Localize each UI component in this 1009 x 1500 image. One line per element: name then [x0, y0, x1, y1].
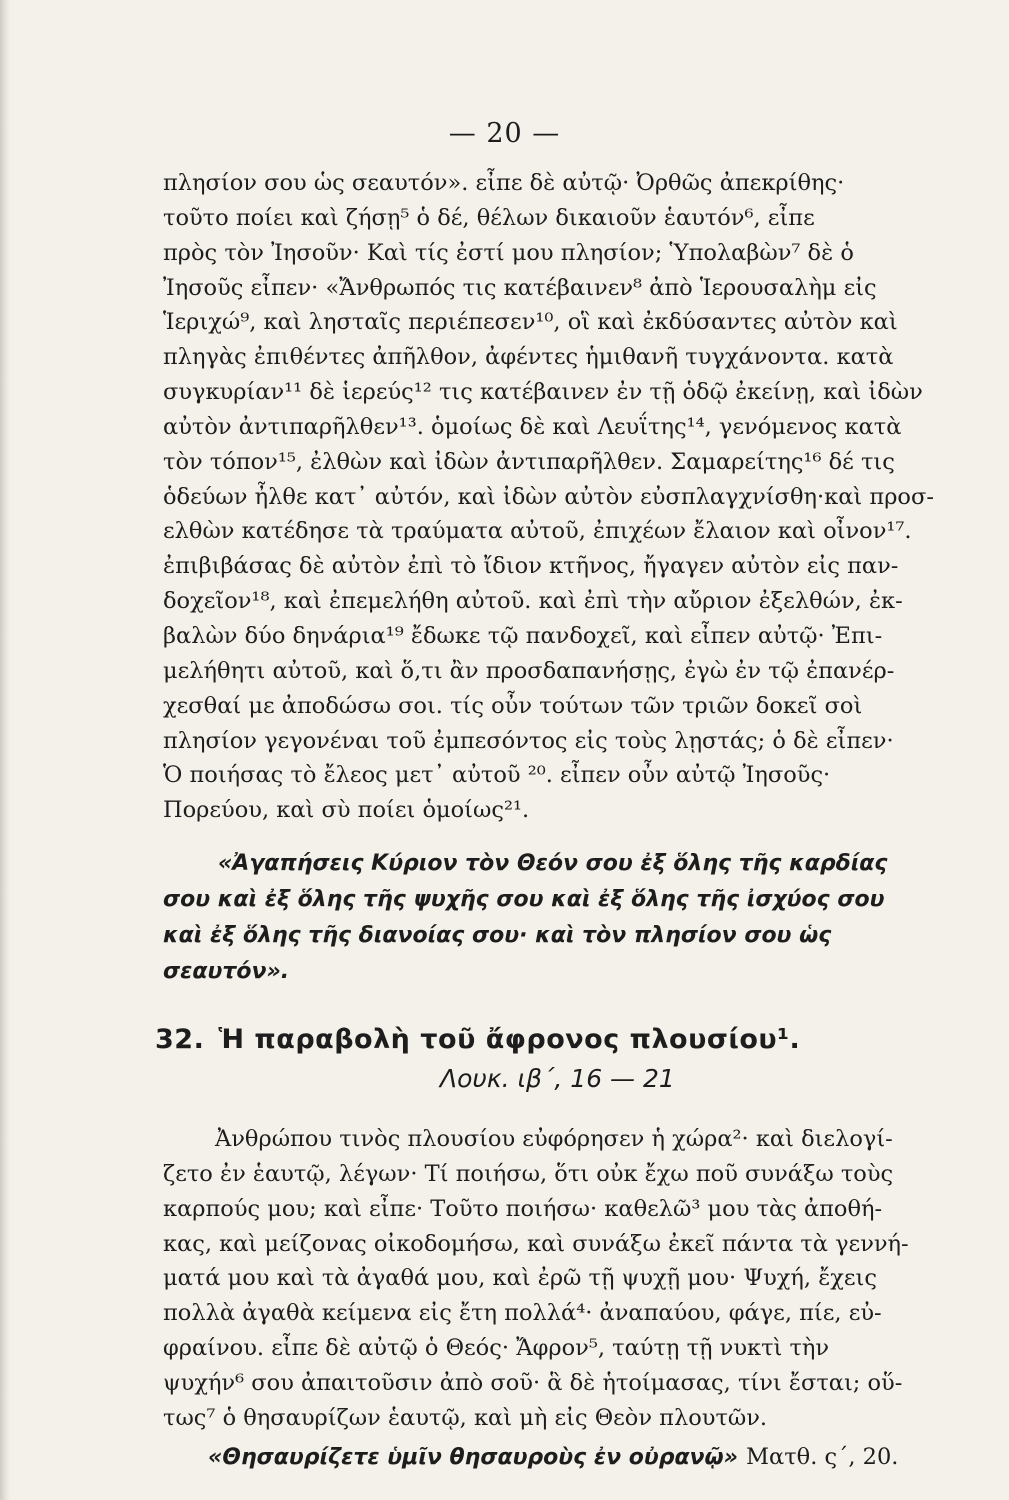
closing-reference: Ματθ. ς΄, 20.	[745, 1444, 899, 1470]
quote-line: σου καὶ ἐξ ὅλης τῆς ψυχῆς σου καὶ ἐξ ὅλης τῆς ἰσχύος σου	[163, 887, 885, 912]
text-line: ελθὼν κατέδησε τὰ τραύματα αὐτοῦ, ἐπιχέων ἔλαιον καὶ οἶνον¹⁷.	[163, 518, 912, 545]
text-line: πολλὰ ἀγαθὰ κείμενα εἰς ἔτη πολλά⁴· ἀναπαύου, φάγε, πίε, εὐ-	[163, 1300, 882, 1327]
closing-line	[208, 1444, 898, 1470]
page-edge-shadow	[0, 0, 10, 1500]
text-line: ἐπιβιβάσας δὲ αὐτὸν ἐπὶ τὸ ἴδιον κτῆνος, ἤγαγεν αὐτὸν εἰς παν-	[163, 553, 899, 580]
text-line: πλησίον σου ὡς σεαυτόν». εἶπε δὲ αὐτῷ· Ὀρθῶς ἀπεκρίθης·	[163, 170, 845, 196]
text-line: δοχεῖον¹⁸, καὶ ἐπεμελήθη αὐτοῦ. καὶ ἐπὶ τὴν αὔριον ἐξελθών, ἐκ-	[163, 588, 903, 615]
text-line: καρπούς μου; καὶ εἶπε· Τοῦτο ποιήσω· καθελῶ³ μου τὰς ἀποθή-	[163, 1195, 883, 1222]
scripture-reference	[0, 1064, 1009, 1093]
text-line: τως⁷ ὁ θησαυρίζων ἑαυτῷ, καὶ μὴ εἰς Θεὸν πλουτῶν.	[163, 1404, 768, 1431]
text-line: ματά μου καὶ τὰ ἀγαθά μου, καὶ ἐρῶ τῇ ψυχῇ μου· Ψυχή, ἔχεις	[163, 1265, 877, 1292]
text-line: συγκυρίαν¹¹ δὲ ἱερεύς¹² τις κατέβαινεν ἐν τῇ ὁδῷ ἐκείνῃ, καὶ ἰδὼν	[163, 379, 923, 406]
section-heading	[0, 1024, 1009, 1055]
text-line: χεσθαί με ἀποδώσω σοι. τίς οὖν τούτων τῶν τριῶν δοκεῖ σοὶ	[163, 692, 863, 719]
text-line: Ἱεριχώ⁹, καὶ λησταῖς περιέπεσεν¹⁰, οἳ καὶ ἐκδύσαντες αὐτὸν καὶ	[163, 309, 898, 336]
section-title: Ἡ παραβολὴ τοῦ ἄφρονος πλουσίου¹.	[218, 1024, 801, 1055]
page-number: — 20 —	[448, 118, 561, 149]
quote-line: «Ἀγαπήσεις Κύριον τὸν Θεόν σου ἐξ ὅλης τῆς καρδίας	[218, 851, 888, 876]
text-line: ψυχήν⁶ σου ἀπαιτοῦσιν ἀπὸ σοῦ· ἃ δὲ ἡτοίμασας, τίνι ἔσται; οὕ-	[163, 1369, 903, 1396]
parable-text	[163, 1122, 1009, 1436]
text-line: τὸν τόπον¹⁵, ἐλθὼν καὶ ἰδὼν ἀντιπαρῆλθεν. Σαμαρείτης¹⁶ δέ τις	[163, 448, 895, 475]
text-line: πρὸς τὸν Ἰησοῦν· Καὶ τίς ἐστί μου πλησίον; Ὑπολαβὼν⁷ δὲ ὁ	[163, 239, 854, 266]
quote-line: σεαυτόν».	[163, 959, 290, 984]
text-line: Ἀνθρώπου τινὸς πλουσίου εὐφόρησεν ἡ χώρα²· καὶ διελογί-	[215, 1126, 893, 1152]
text-line: ζετο ἐν ἑαυτῷ, λέγων· Τί ποιήσω, ὅτι οὐκ ἔχω ποῦ συνάξω τοὺς	[163, 1160, 894, 1187]
text-line: Ἰησοῦς εἶπεν· «Ἄνθρωπός τις κατέβαινεν⁸ ἀπὸ Ἱερουσαλὴμ εἰς	[163, 274, 877, 301]
text-line: μελήθητι αὐτοῦ, καὶ ὅ,τι ἂν προσδαπανήσῃς, ἐγὼ ἐν τῷ ἐπανέρ-	[163, 657, 895, 684]
text-line: φραίνου. εἶπε δὲ αὐτῷ ὁ Θεός· Ἄφρον⁵, ταύτῃ τῇ νυκτὶ τὴν	[163, 1335, 830, 1362]
text-line: τοῦτο ποίει καὶ ζήσῃ⁵ ὁ δέ, θέλων δικαιοῦν ἑαυτόν⁶, εἶπε	[163, 204, 815, 231]
text-line: ὁδεύων ἦλθε κατ᾽ αὐτόν, καὶ ἰδὼν αὐτὸν εὐσπλαγχνίσθη·καὶ προσ-	[163, 483, 934, 510]
closing-quote: «Θησαυρίζετε ὑμῖν θησαυροὺς ἐν οὐρανῷ»	[208, 1445, 738, 1470]
text-line: πλησίον γεγονέναι τοῦ ἐμπεσόντος εἰς τοὺς λῃστάς; ὁ δὲ εἶπεν·	[163, 727, 894, 754]
text-line: κας, καὶ μείζονας οἰκοδομήσω, καὶ συνάξω ἐκεῖ πάντα τὰ γεννή-	[163, 1230, 909, 1257]
text-line: αὐτὸν ἀντιπαρῆλθεν¹³. ὁμοίως δὲ καὶ Λευΐτης¹⁴, γενόμενος κατὰ	[163, 413, 902, 440]
reference-text: Λουκ. ιβ΄, 16 — 21	[440, 1064, 675, 1093]
text-line: βαλὼν δύο δηνάρια¹⁹ ἔδωκε τῷ πανδοχεῖ, καὶ εἶπεν αὐτῷ· Ἐπι-	[163, 622, 883, 649]
text-line: Ὁ ποιήσας τὸ ἔλεος μετ᾽ αὐτοῦ ²⁰. εἶπεν οὖν αὐτῷ Ἰησοῦς·	[163, 762, 831, 789]
section-number: 32.	[155, 1024, 205, 1055]
text-line: πληγὰς ἐπιθέντες ἀπῆλθον, ἀφέντες ἡμιθανῆ τυγχάνοντα. κατὰ	[163, 344, 894, 371]
text-line: Πορεύου, καὶ σὺ ποίει ὁμοίως²¹.	[163, 797, 530, 824]
quote-line: καὶ ἐξ ὅλης τῆς διανοίας σου· καὶ τὸν πλησίον σου ὡς	[163, 923, 832, 948]
passage-text	[163, 166, 1009, 828]
